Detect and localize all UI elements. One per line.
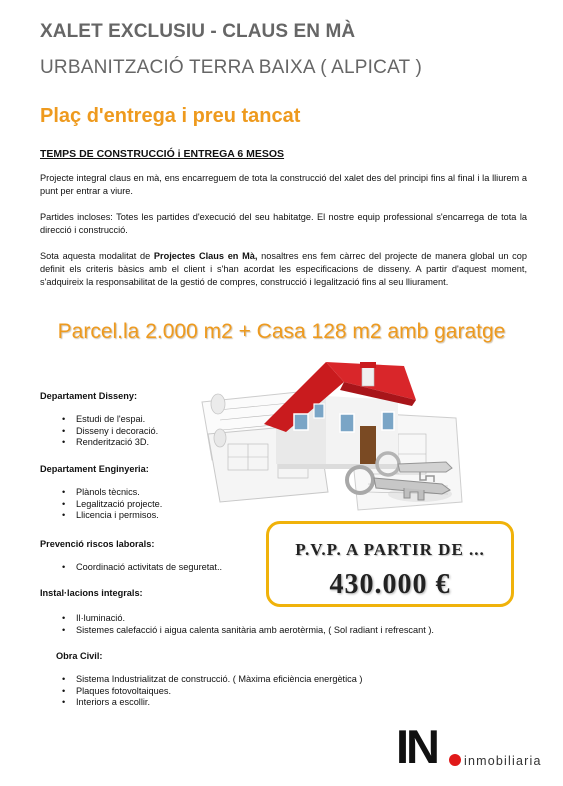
list-item: • Interiors a escollir. <box>62 697 362 709</box>
logo-mark: IN <box>396 720 437 773</box>
modality-paragraph <box>40 250 527 289</box>
company-logo <box>396 722 556 772</box>
modality-text-end: nosaltres ens fem càrrec del projecte de manera global un cop definit els criteris bàsics amb el client i s'han acordat les especificacions de disseny. A partir d'aquest moment, s'adquireix la responsabilitat de la gestió de compres, construcció i legalització fins al seu lliurament. <box>40 251 527 287</box>
list-item: • Legalització projecte. <box>62 499 162 511</box>
department-list <box>62 613 434 636</box>
page-subtitle: URBANITZACIÓ TERRA BAIXA ( ALPICAT ) <box>40 57 423 78</box>
department-title: Obra Civil: <box>56 651 103 661</box>
list-item: • Plànols tècnics. <box>62 487 162 499</box>
list-item: • Renderització 3D. <box>62 437 158 449</box>
section-title: Plaç d'entrega i preu tancat <box>40 105 301 127</box>
department-list <box>62 487 162 522</box>
price-value: 430.000 € <box>329 569 451 600</box>
department-list <box>62 674 362 709</box>
department-title: Prevenció riscos laborals: <box>40 539 155 549</box>
page-title: XALET EXCLUSIU - CLAUS EN MÀ <box>40 21 356 42</box>
list-item: • Disseny i decoració. <box>62 426 158 438</box>
list-item: • Sistemes calefacció i aigua calenta sanitària amb aerotèrmia, ( Sol radiant i refrescant ). <box>62 625 434 637</box>
department-title: Instal·lacions integrals: <box>40 588 143 598</box>
logo-text: inmobiliaria <box>464 754 542 768</box>
price-label: P.V.P. A PARTIR DE ... <box>295 540 485 559</box>
modality-text-bold: Projectes Claus en Mà, <box>153 251 258 261</box>
included-items-paragraph: Partides incloses: Totes les partides d'execució del seu habitatge. El nostre equip professional s'encarrega de tota la direcció i construcció. <box>40 212 527 235</box>
department-title: Departament Disseny: <box>40 391 138 401</box>
plot-house-promo: Parcel.la 2.000 m2 + Casa 128 m2 amb garatge <box>57 320 506 343</box>
list-item: • Llicencia i permisos. <box>62 510 162 522</box>
house-with-keys-illustration <box>198 352 468 520</box>
construction-time-heading: TEMPS DE CONSTRUCCIÓ i ENTREGA 6 MESOS <box>40 148 285 160</box>
department-title: Departament Enginyeria: <box>40 464 149 474</box>
list-item: • Sistema Industrialitzat de construcció. ( Màxima eficiència energètica ) <box>62 674 362 686</box>
list-item: • Il·luminació. <box>62 613 434 625</box>
list-item: • Coordinació activitats de seguretat.. <box>62 562 222 574</box>
intro-paragraph: Projecte integral claus en mà, ens encarreguem de tota la construcció del xalet des del principi fins al final i la lliurem a punt per entrar a viure. <box>40 173 527 196</box>
modality-text-start: Sota aquesta modalitat de <box>40 251 154 261</box>
department-list <box>62 562 222 574</box>
logo-red-dot <box>449 754 461 766</box>
list-item: • Estudi de l'espai. <box>62 414 158 426</box>
department-list <box>62 414 158 449</box>
list-item: • Plaques fotovoltaiques. <box>62 686 362 698</box>
price-box <box>266 521 514 607</box>
